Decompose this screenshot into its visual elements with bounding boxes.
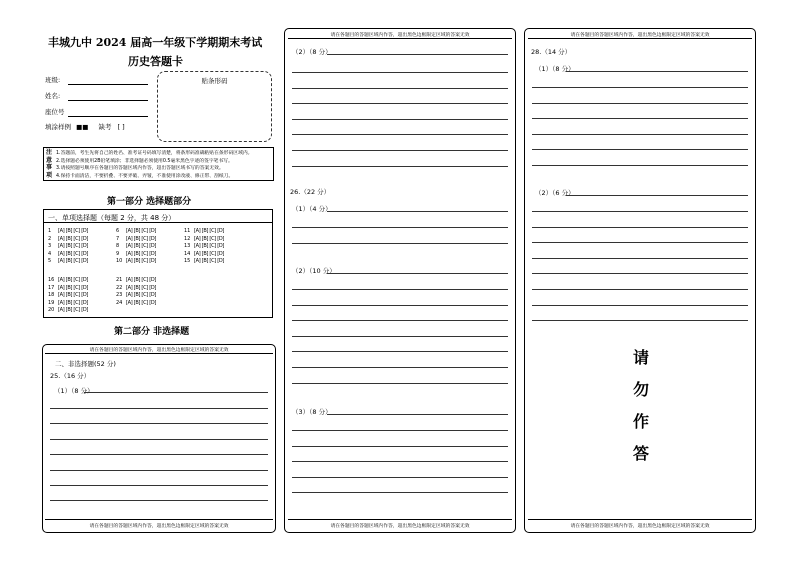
- answer-line[interactable]: [532, 242, 748, 243]
- q28-label: 28.（14 分）: [531, 48, 572, 56]
- no-answer-char-3: 作: [633, 412, 650, 431]
- answer-line[interactable]: [292, 446, 508, 447]
- choice-row: [116, 243, 158, 249]
- choice-row: [184, 228, 226, 234]
- question-number: 22: [116, 284, 123, 291]
- answer-line[interactable]: [292, 492, 508, 493]
- notice-side-label: 注 意 事 项: [46, 149, 53, 179]
- answer-line[interactable]: [292, 119, 508, 120]
- seat-field[interactable]: [68, 116, 148, 117]
- choice-options[interactable]: [A] [B] [C] [D]: [126, 277, 157, 283]
- question-number: 16: [48, 277, 55, 283]
- choice-row: [184, 258, 226, 264]
- answer-line[interactable]: [566, 71, 748, 72]
- answer-line[interactable]: [292, 477, 508, 478]
- question-number: 4: [48, 250, 52, 257]
- choice-options[interactable]: [A] [B] [C] [D]: [58, 250, 89, 257]
- absent-label: 缺考: [98, 123, 112, 131]
- name-label: 姓名:: [45, 92, 61, 100]
- answer-line[interactable]: [50, 439, 268, 440]
- choice-options[interactable]: [A] [B] [C] [D]: [58, 292, 89, 299]
- choice-row: [48, 285, 90, 291]
- answer-line[interactable]: [532, 258, 748, 259]
- left-top-divider: [45, 353, 273, 354]
- answer-line[interactable]: [292, 351, 508, 352]
- question-number: 23: [116, 292, 123, 299]
- answer-line[interactable]: [50, 485, 268, 486]
- answer-line[interactable]: [292, 367, 508, 368]
- part2-heading: 第二部分 非选择题: [114, 327, 190, 337]
- answer-line[interactable]: [50, 454, 268, 455]
- answer-line[interactable]: [327, 414, 508, 415]
- choice-row: [48, 307, 90, 313]
- answer-line[interactable]: [292, 134, 508, 135]
- choice-options[interactable]: [A] [B] [C] [D]: [58, 228, 89, 234]
- question-number: 19: [48, 299, 55, 306]
- answer-line[interactable]: [532, 165, 748, 166]
- q28-2-label: （2）（6 分）: [535, 189, 575, 197]
- seat-label: 座位号: [45, 108, 65, 116]
- exam-title: 丰城九中 2024 届高一年级下学期期末考试: [48, 36, 263, 49]
- answer-line[interactable]: [532, 149, 748, 150]
- choice-options[interactable]: [A] [B] [C] [D]: [126, 284, 157, 291]
- choice-options[interactable]: [A] [B] [C] [D]: [58, 299, 89, 306]
- answer-line[interactable]: [292, 72, 508, 73]
- q26-label: 26.（22 分）: [290, 188, 331, 196]
- choice-options[interactable]: [A] [B] [C] [D]: [126, 243, 157, 250]
- choice-row: [116, 277, 158, 283]
- answer-line[interactable]: [292, 336, 508, 337]
- answer-line[interactable]: [292, 103, 508, 104]
- choice-row: [48, 243, 90, 249]
- answer-line[interactable]: [532, 227, 748, 228]
- answer-line[interactable]: [292, 227, 508, 228]
- answer-line[interactable]: [532, 289, 748, 290]
- absent-box[interactable]: [ ]: [117, 123, 125, 131]
- question-number: 10: [116, 258, 123, 265]
- choice-options[interactable]: [A] [B] [C] [D]: [126, 258, 157, 265]
- answer-line[interactable]: [532, 134, 748, 135]
- answer-line[interactable]: [292, 166, 508, 167]
- card-title: 历史答题卡: [128, 55, 183, 68]
- question-number: 13: [184, 243, 191, 250]
- question-number: 5: [48, 258, 52, 265]
- choice-options[interactable]: [A] [B] [C] [D]: [194, 235, 225, 242]
- answer-line[interactable]: [292, 430, 508, 431]
- middle-boundary-notice-top: 请在各题目的答题区域内作答，超出黑色边框限定区域的答案无效: [330, 33, 470, 38]
- q25-label: 25.（16 分）: [50, 372, 91, 380]
- q25-2-label: （2）（8 分）: [292, 48, 332, 56]
- choice-section: [43, 209, 273, 318]
- choice-row: [184, 251, 226, 257]
- choice-options[interactable]: [A] [B] [C] [D]: [58, 258, 89, 265]
- class-label: 班级:: [45, 76, 61, 84]
- middle-bottom-divider: [288, 519, 512, 520]
- q28-1-label: （1）（8 分）: [535, 65, 575, 73]
- answer-line[interactable]: [292, 305, 508, 306]
- question-number: 1: [48, 228, 52, 234]
- q26-2-label: （2）（10 分）: [292, 267, 336, 275]
- choice-divider: [44, 222, 273, 223]
- no-answer-char-4: 答: [633, 444, 650, 463]
- question-number: 18: [48, 292, 55, 299]
- choice-row: [184, 243, 226, 249]
- choice-options[interactable]: [A] [B] [C] [D]: [126, 228, 157, 234]
- right-bottom-divider: [528, 519, 752, 520]
- choice-row: [116, 236, 158, 242]
- barcode-label: 贴条形码: [201, 77, 228, 85]
- answer-line[interactable]: [532, 118, 748, 119]
- right-boundary-notice-bottom: 请在各题目的答题区域内作答，超出黑色边框限定区域的答案无效: [570, 524, 710, 529]
- left-bottom-divider: [45, 519, 273, 520]
- question-number: 7: [116, 235, 120, 242]
- name-field[interactable]: [68, 100, 148, 101]
- answer-line[interactable]: [327, 211, 508, 212]
- answer-line[interactable]: [566, 195, 748, 196]
- choice-options[interactable]: [A] [B] [C] [D]: [58, 277, 89, 283]
- answer-line[interactable]: [50, 423, 268, 424]
- choice-row: [116, 228, 158, 234]
- choice-options[interactable]: [A] [B] [C] [D]: [126, 250, 157, 257]
- choice-options[interactable]: [A] [B] [C] [D]: [58, 307, 89, 314]
- fill-example: [45, 122, 125, 131]
- question-number: 21: [116, 277, 123, 283]
- choice-row: [48, 236, 90, 242]
- choice-options[interactable]: [A] [B] [C] [D]: [58, 284, 89, 291]
- choice-title: 一、单项选择题（每题 2 分，共 48 分）: [48, 214, 176, 222]
- right-boundary-notice-top: 请在各题目的答题区域内作答，超出黑色边框限定区域的答案无效: [570, 33, 710, 38]
- question-number: 12: [184, 235, 191, 242]
- choice-options[interactable]: [A] [B] [C] [D]: [58, 235, 89, 242]
- answer-line[interactable]: [532, 273, 748, 274]
- choice-options[interactable]: [A] [B] [C] [D]: [194, 250, 225, 257]
- choice-options[interactable]: [A] [B] [C] [D]: [58, 243, 89, 250]
- choice-options[interactable]: [A] [B] [C] [D]: [194, 228, 225, 234]
- answer-line[interactable]: [50, 470, 268, 471]
- fill-sample: ■■: [76, 123, 89, 131]
- answer-line[interactable]: [50, 408, 268, 409]
- answer-line[interactable]: [292, 289, 508, 290]
- answer-line[interactable]: [532, 211, 748, 212]
- middle-top-divider: [288, 38, 512, 39]
- answer-line[interactable]: [327, 273, 508, 274]
- answer-line[interactable]: [292, 461, 508, 462]
- answer-line[interactable]: [532, 320, 748, 321]
- choice-row: [48, 258, 90, 264]
- choice-row: [184, 236, 226, 242]
- middle-boundary-notice-bottom: 请在各题目的答题区域内作答，超出黑色边框限定区域的答案无效: [330, 524, 470, 529]
- answer-line[interactable]: [532, 103, 748, 104]
- q25-1-label: （1）（8 分）: [54, 387, 94, 395]
- choice-row: [116, 258, 158, 264]
- choice-row: [116, 251, 158, 257]
- question-number: 3: [48, 243, 52, 250]
- choice-options[interactable]: [A] [B] [C] [D]: [194, 258, 225, 265]
- answer-line[interactable]: [292, 150, 508, 151]
- choice-options[interactable]: [A] [B] [C] [D]: [194, 243, 225, 250]
- choice-row: [48, 300, 90, 306]
- question-number: 8: [116, 243, 120, 250]
- no-answer-char-2: 勿: [633, 380, 650, 399]
- class-field[interactable]: [68, 84, 148, 85]
- barcode-area: [157, 71, 272, 142]
- question-number: 2: [48, 235, 52, 242]
- choice-options[interactable]: [A] [B] [C] [D]: [126, 299, 157, 306]
- choice-row: [116, 292, 158, 298]
- question-number: 24: [116, 299, 123, 306]
- answer-line[interactable]: [292, 243, 508, 244]
- left-boundary-notice-bottom: 请在各题目的答题区域内作答，超出黑色边框限定区域的答案无效: [89, 524, 229, 529]
- q26-1-label: （1）（4 分）: [292, 205, 332, 213]
- answer-line[interactable]: [532, 87, 748, 88]
- answer-line[interactable]: [50, 500, 268, 501]
- question-number: 9: [116, 250, 120, 257]
- fill-example-label: 填涂样例: [45, 123, 71, 131]
- part1-heading: 第一部分 选择题部分: [107, 197, 192, 207]
- non-choice-title: 二、非选择题(52 分): [55, 360, 116, 368]
- question-number: 14: [184, 250, 191, 257]
- choice-options[interactable]: [A] [B] [C] [D]: [126, 292, 157, 299]
- question-number: 17: [48, 284, 55, 291]
- question-number: 15: [184, 258, 191, 265]
- choice-row: [116, 285, 158, 291]
- question-number: 11: [184, 228, 191, 234]
- choice-row: [48, 251, 90, 257]
- choice-row: [48, 228, 90, 234]
- choice-row: [48, 292, 90, 298]
- no-answer-char-1: 请: [633, 348, 650, 367]
- answer-line[interactable]: [292, 88, 508, 89]
- notice-lines: 1.答题前，考生先将自己的姓名、准考证号码填写清楚，将条形码准确粘贴在条形码区域内。 2.选择题必须使用2B铅笔填涂；非选择题必须使用0.5毫米黑色字迹的签字笔书写。 3.请按照题号顺序在各题目的答题区域内作答，超出答题区域书写的答案无效。 4.保持卡面清洁，不要折叠、不要弄破、弄皱，不准使用涂改液、修正带、刮纸刀。: [56, 151, 253, 179]
- answer-line[interactable]: [84, 392, 268, 393]
- left-boundary-notice-top: 请在各题目的答题区域内作答，超出黑色边框限定区域的答案无效: [89, 348, 229, 353]
- notice-box: [43, 147, 274, 181]
- right-top-divider: [528, 38, 752, 39]
- choice-row: [48, 277, 90, 283]
- question-number: 6: [116, 228, 120, 234]
- q26-3-label: （3）（8 分）: [292, 408, 332, 416]
- answer-line[interactable]: [532, 305, 748, 306]
- answer-line[interactable]: [327, 54, 508, 55]
- question-number: 20: [48, 307, 55, 314]
- choice-options[interactable]: [A] [B] [C] [D]: [126, 235, 157, 242]
- choice-row: [116, 300, 158, 306]
- answer-line[interactable]: [292, 383, 508, 384]
- answer-line[interactable]: [292, 320, 508, 321]
